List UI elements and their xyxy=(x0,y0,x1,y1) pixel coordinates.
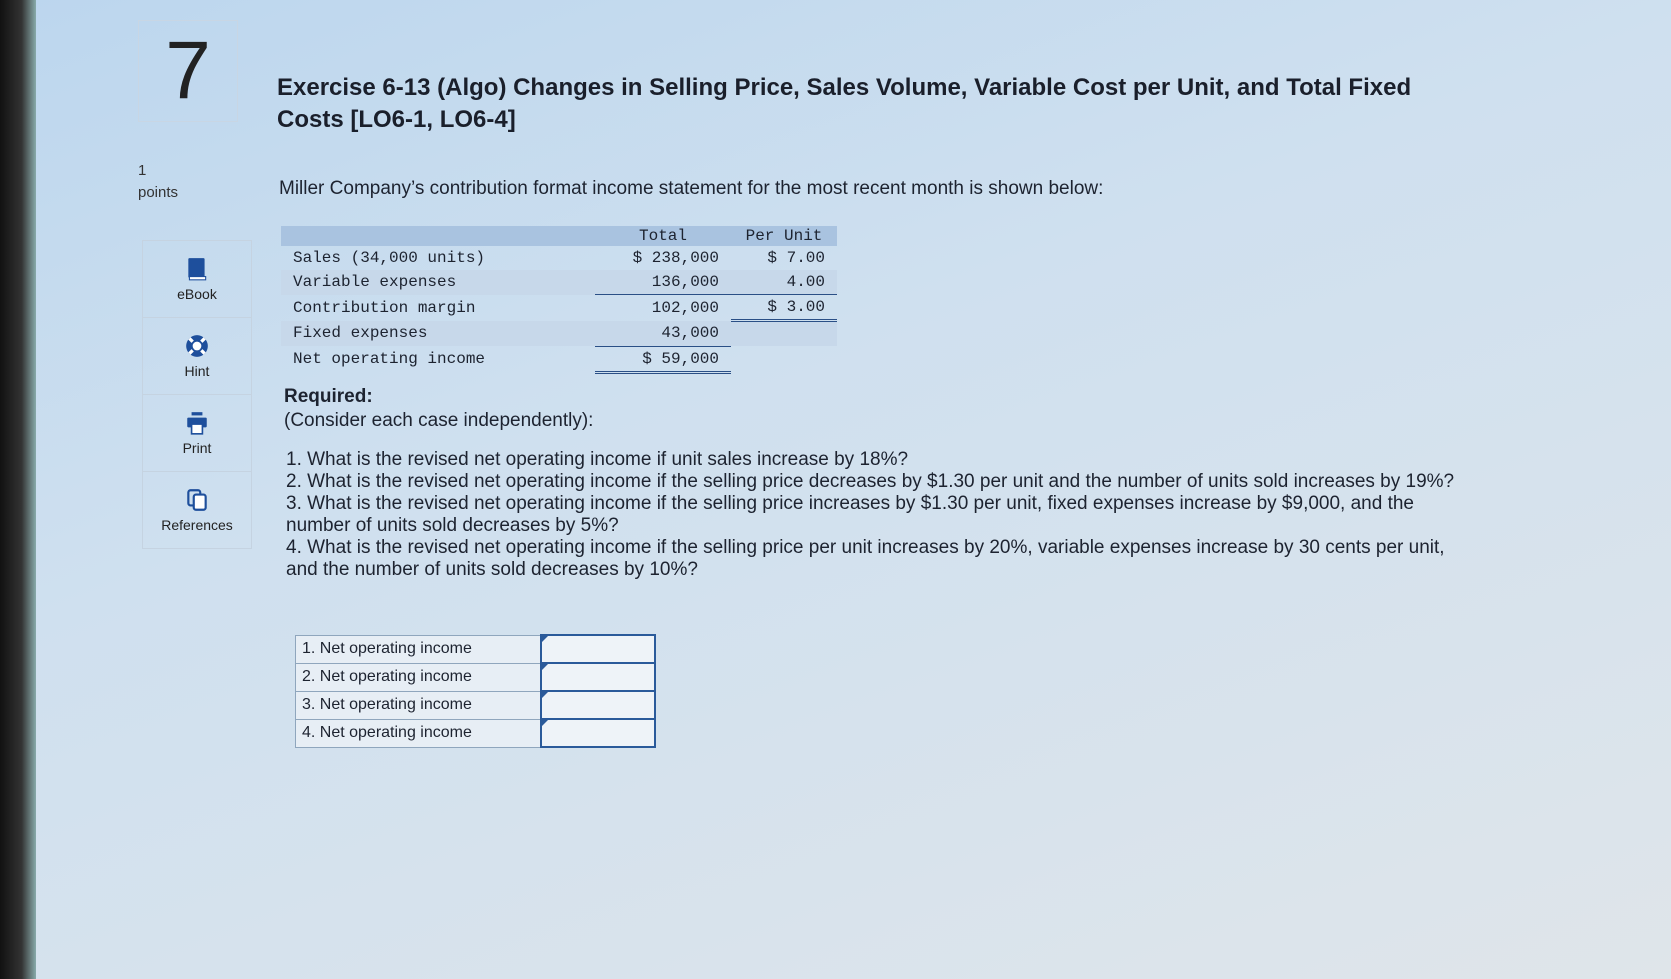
answer-label: 2. Net operating income xyxy=(296,663,542,691)
question-item: 1. What is the revised net operating income if unit sales increase by 18%? xyxy=(286,449,909,470)
answer-label: 4. Net operating income xyxy=(296,719,542,747)
header-total: Total xyxy=(595,226,731,246)
print-button[interactable] xyxy=(142,394,252,471)
tool-panel xyxy=(142,240,252,549)
row-label: Sales (34,000 units) xyxy=(293,249,486,267)
ebook-button[interactable] xyxy=(142,240,252,317)
points-value: 1 xyxy=(138,162,147,179)
ebook-label: eBook xyxy=(177,286,217,302)
row-total: 136,000 xyxy=(595,270,731,295)
answer-row xyxy=(296,691,656,719)
question-item: 4. What is the revised net operating income if the selling price per unit increases by 20%, variable expenses increase by 30 cents per unit, and the number of units sold decreases by 10%? xyxy=(286,537,1445,580)
answer-input-2[interactable] xyxy=(542,664,658,690)
answer-input-1[interactable] xyxy=(542,636,658,662)
answer-label: 1. Net operating income xyxy=(296,635,542,663)
income-statement-table xyxy=(281,226,837,374)
question-item: 3. What is the revised net operating income if the selling price increases by $1.30 per unit, fixed expenses increase by $9,000, and the number of units sold decreases by 5%? xyxy=(286,493,1414,536)
table-row xyxy=(281,246,837,270)
references-button[interactable] xyxy=(142,471,252,549)
hint-label: Hint xyxy=(184,363,210,379)
row-label: Contribution margin xyxy=(293,298,476,317)
row-total: $ 238,000 xyxy=(632,249,719,267)
answer-row xyxy=(296,663,656,691)
row-unit xyxy=(731,346,837,372)
row-total: $ 59,000 xyxy=(595,346,731,372)
row-unit: $ 3.00 xyxy=(731,295,837,321)
answer-cell xyxy=(541,635,655,663)
points-label: points xyxy=(138,184,179,201)
row-label: Variable expenses xyxy=(281,270,595,295)
header-blank xyxy=(281,226,595,246)
answer-input-3[interactable] xyxy=(542,692,658,718)
row-unit: $ 7.00 xyxy=(767,249,825,267)
row-label: Net operating income xyxy=(293,350,486,368)
intro-text: Miller Company’s contribution format income statement for the most recent month is shown below: xyxy=(279,178,1104,199)
header-per-unit: Per Unit xyxy=(731,226,837,246)
row-total: 43,000 xyxy=(595,321,731,347)
copy-icon xyxy=(184,487,210,513)
table-header-row xyxy=(281,226,837,246)
required-section xyxy=(284,385,593,433)
answer-row xyxy=(296,635,656,663)
row-unit xyxy=(731,321,837,347)
table-row xyxy=(281,346,837,372)
row-unit: 4.00 xyxy=(731,270,837,295)
table-row xyxy=(281,321,837,347)
required-note: (Consider each case independently): xyxy=(284,410,594,431)
exercise-title: Exercise 6-13 (Algo) Changes in Selling Price, Sales Volume, Variable Cost per Unit, and Total Fixed Costs [LO6-1, LO6-4] xyxy=(277,74,1412,133)
hint-button[interactable] xyxy=(142,317,252,394)
answer-table xyxy=(295,634,656,748)
answer-cell xyxy=(541,691,655,719)
question-list xyxy=(286,449,1476,581)
references-label: References xyxy=(161,517,233,533)
answer-input-4[interactable] xyxy=(542,720,658,746)
points xyxy=(138,160,178,204)
answer-cell xyxy=(541,663,655,691)
printer-icon xyxy=(184,410,210,436)
lifebuoy-icon xyxy=(184,333,210,359)
screen-bezel xyxy=(0,0,36,979)
row-label: Fixed expenses xyxy=(281,321,595,347)
answer-cell xyxy=(541,719,655,747)
question-number: 7 xyxy=(138,20,238,122)
row-total: 102,000 xyxy=(651,298,719,317)
answer-row xyxy=(296,719,656,747)
required-heading: Required: xyxy=(284,386,373,407)
table-row xyxy=(281,270,837,295)
print-label: Print xyxy=(182,440,212,456)
answer-label: 3. Net operating income xyxy=(296,691,542,719)
table-row xyxy=(281,295,837,321)
question-item: 2. What is the revised net operating income if the selling price decreases by $1.30 per unit and the number of units sold increases by 19%? xyxy=(286,471,1455,492)
book-icon xyxy=(184,256,210,282)
